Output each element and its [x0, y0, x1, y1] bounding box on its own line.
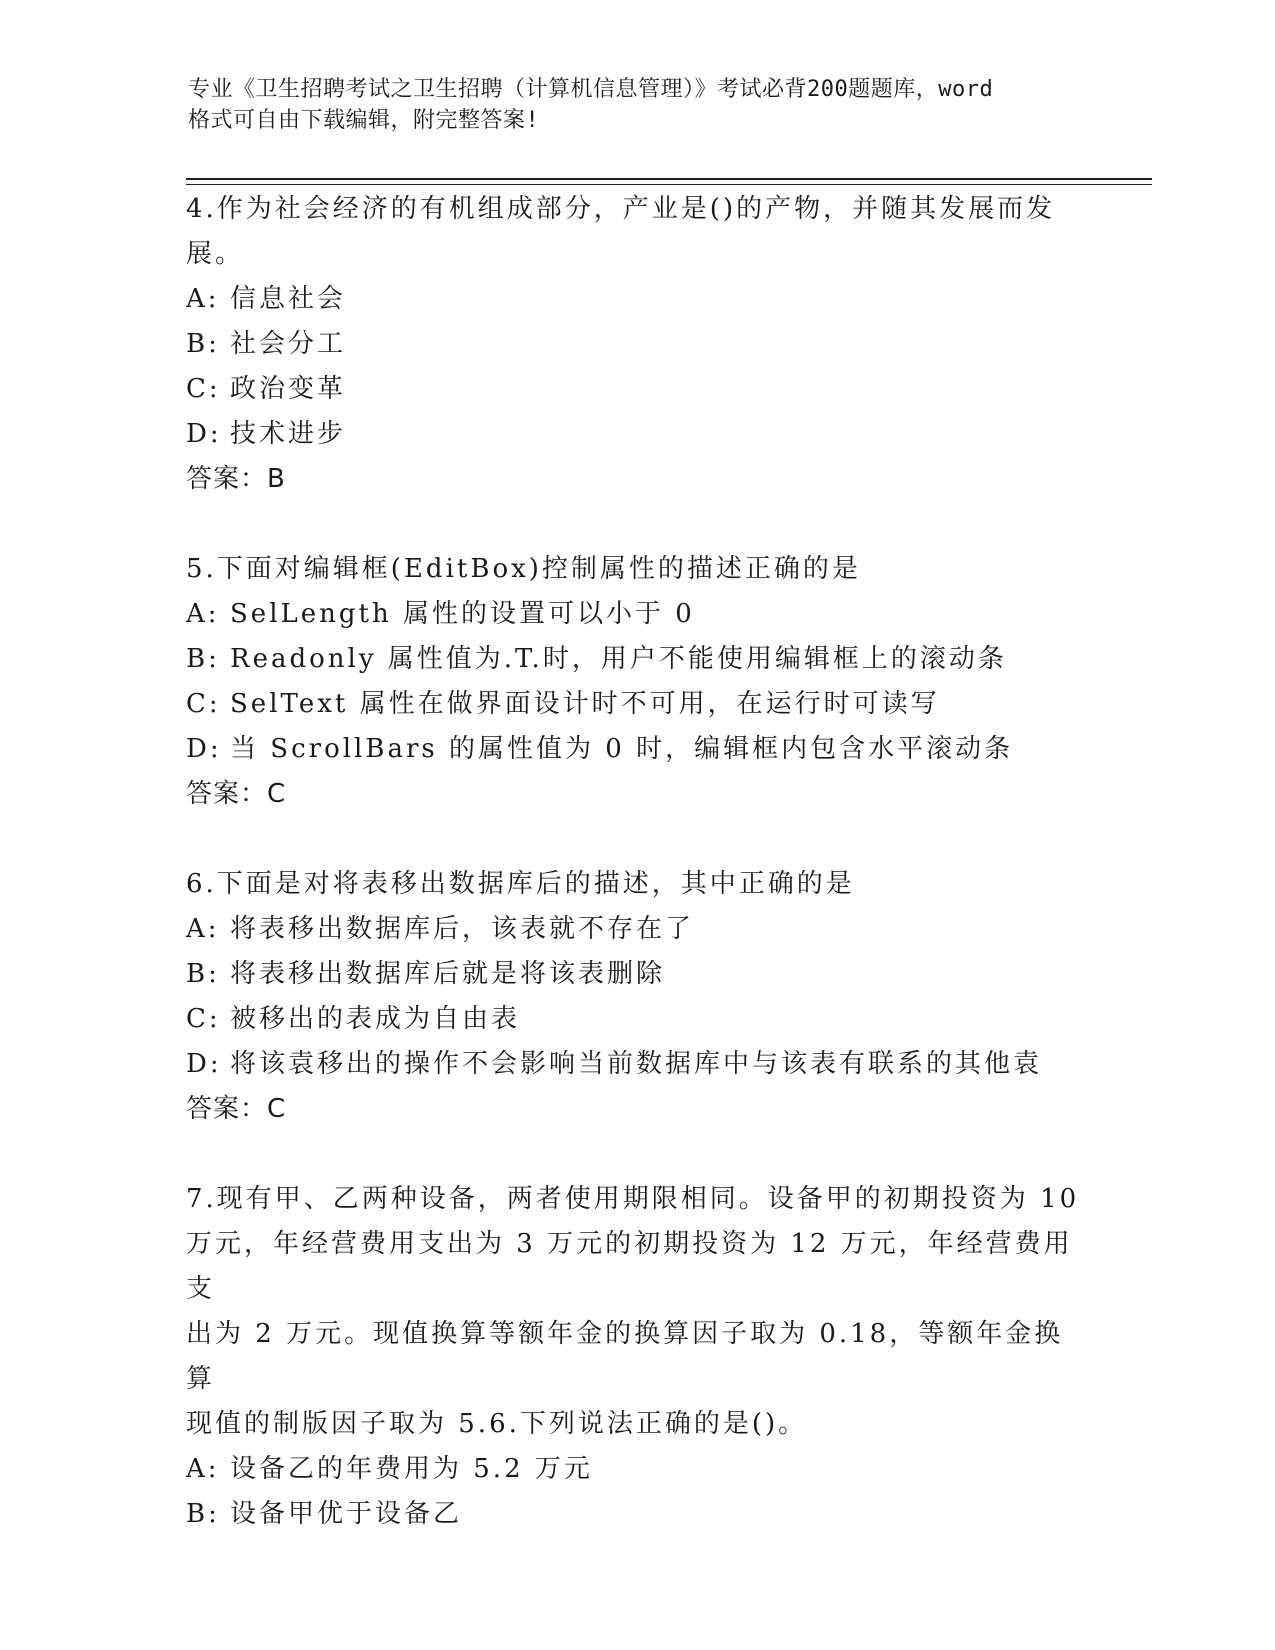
option-letter: A: — [186, 914, 220, 944]
option-d — [186, 412, 1086, 457]
question-6 — [186, 862, 1086, 1132]
option-letter: C: — [186, 689, 221, 719]
header-line-1: 专业《卫生招聘考试之卫生招聘（计算机信息管理）》考试必背200题题库，word — [188, 77, 994, 102]
option-b — [186, 952, 1086, 997]
header-divider-thin — [186, 184, 1152, 185]
option-text: 技术进步 — [230, 419, 347, 449]
question-stem: 万元，年经营费用支出为 3 万元的初期投资为 12 万元，年经营费用支 — [186, 1229, 1073, 1304]
option-c — [186, 997, 1086, 1042]
option-a — [186, 592, 1086, 637]
option-letter: A: — [186, 599, 220, 629]
option-text: 设备乙的年费用为 5.2 万元 — [230, 1454, 593, 1484]
spacer — [186, 1132, 1086, 1177]
option-text: SelLength 属性的设置可以小于 0 — [230, 599, 695, 629]
question-list — [186, 187, 1086, 1537]
option-letter: B: — [186, 959, 220, 989]
option-a — [186, 1447, 1086, 1492]
option-text: 社会分工 — [230, 329, 347, 359]
option-letter: A: — [186, 284, 220, 314]
option-letter: C: — [186, 374, 221, 404]
option-text: 将表移出数据库后就是将该表删除 — [230, 959, 666, 989]
answer-line: 答案：B — [186, 464, 286, 494]
option-letter: D: — [186, 419, 222, 449]
question-stem: 6.下面是对将表移出数据库后的描述，其中正确的是 — [186, 869, 855, 899]
header-divider-thick — [186, 178, 1152, 180]
question-5 — [186, 547, 1086, 817]
document-header — [188, 74, 1088, 136]
option-b — [186, 322, 1086, 367]
option-letter: D: — [186, 1049, 222, 1079]
spacer — [186, 817, 1086, 862]
option-text: 将表移出数据库后，该表就不存在了 — [230, 914, 695, 944]
question-stem: 现值的制版因子取为 5.6.下列说法正确的是()。 — [186, 1409, 808, 1439]
question-stem: 4.作为社会经济的有机组成部分，产业是()的产物，并随其发展而发 — [186, 194, 1056, 224]
option-text: 被移出的表成为自由表 — [230, 1004, 521, 1034]
question-stem: 5.下面对编辑框(EditBox)控制属性的描述正确的是 — [186, 554, 861, 584]
option-a — [186, 277, 1086, 322]
option-text: 信息社会 — [230, 284, 347, 314]
option-b — [186, 637, 1086, 682]
header-line-2: 格式可自由下载编辑，附完整答案! — [188, 108, 540, 133]
option-a — [186, 907, 1086, 952]
option-letter: C: — [186, 1004, 221, 1034]
option-text: Readonly 属性值为.T.时，用户不能使用编辑框上的滚动条 — [230, 644, 1007, 674]
option-letter: B: — [186, 644, 220, 674]
option-letter: B: — [186, 329, 220, 359]
spacer — [186, 502, 1086, 547]
answer-line: 答案：C — [186, 779, 287, 809]
question-stem: 出为 2 万元。现值换算等额年金的换算因子取为 0.18，等额年金换算 — [186, 1319, 1064, 1394]
option-b — [186, 1492, 1086, 1537]
option-letter: B: — [186, 1499, 220, 1529]
answer-line: 答案：C — [186, 1094, 287, 1124]
option-c — [186, 682, 1086, 727]
option-text: 将该袁移出的操作不会影响当前数据库中与该表有联系的其他袁 — [230, 1049, 1043, 1079]
option-letter: D: — [186, 734, 222, 764]
option-d — [186, 727, 1086, 772]
option-letter: A: — [186, 1454, 220, 1484]
option-text: 当 ScrollBars 的属性值为 0 时，编辑框内包含水平滚动条 — [230, 734, 1014, 764]
option-c — [186, 367, 1086, 412]
option-text: 政治变革 — [230, 374, 347, 404]
question-stem: 7.现有甲、乙两种设备，两者使用期限相同。设备甲的初期投资为 10 — [186, 1184, 1080, 1214]
question-4 — [186, 187, 1086, 502]
question-stem: 展。 — [186, 239, 245, 269]
option-text: SelText 属性在做界面设计时不可用，在运行时可读写 — [230, 689, 940, 719]
option-text: 设备甲优于设备乙 — [230, 1499, 463, 1529]
question-7 — [186, 1177, 1086, 1537]
option-d — [186, 1042, 1086, 1087]
